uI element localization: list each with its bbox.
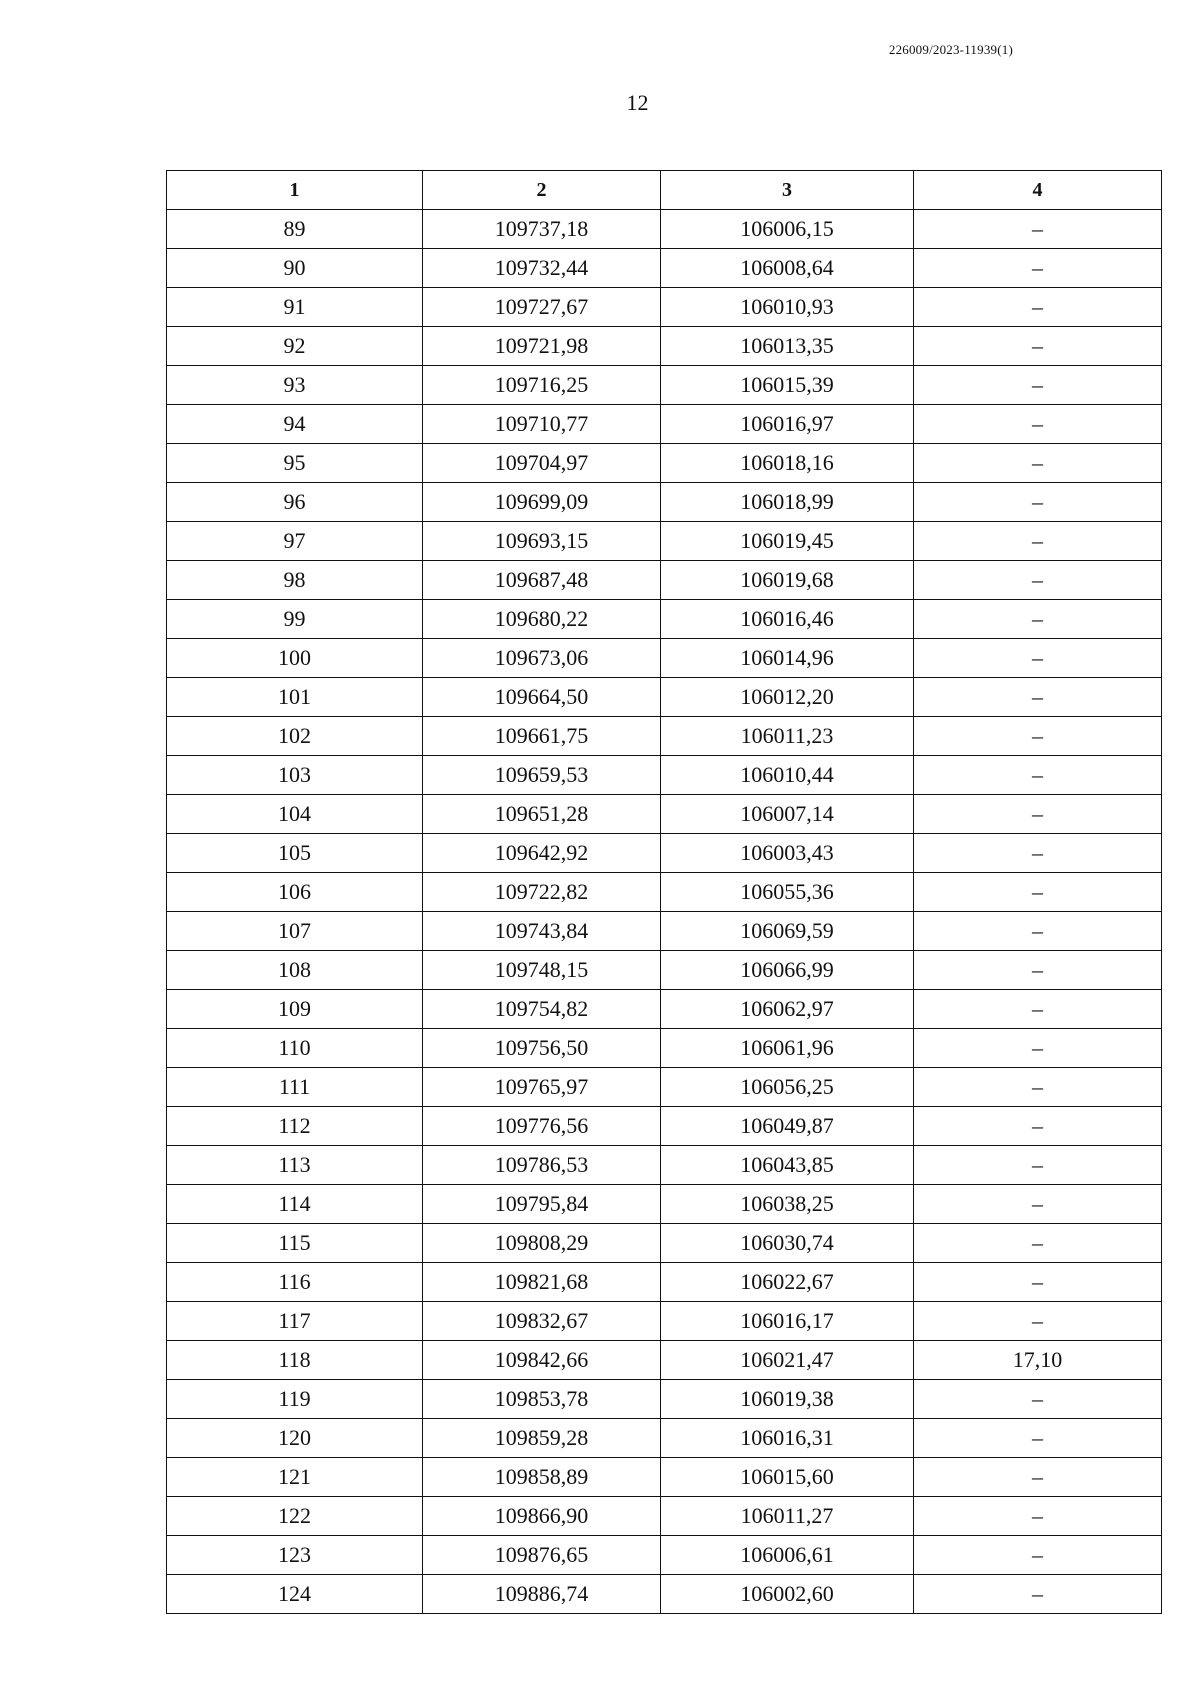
table-cell-col-2: 109716,25 xyxy=(423,366,661,405)
table-cell-col-3: 106055,36 xyxy=(661,873,914,912)
table-row xyxy=(167,795,1162,834)
table-cell-col-1: 95 xyxy=(167,444,423,483)
table-cell-col-4: – xyxy=(914,1575,1162,1614)
table-cell-col-3: 106010,44 xyxy=(661,756,914,795)
table-cell-col-2: 109664,50 xyxy=(423,678,661,717)
table-cell-col-1: 122 xyxy=(167,1497,423,1536)
table-cell-col-4: – xyxy=(914,1107,1162,1146)
table-row xyxy=(167,366,1162,405)
coordinates-table xyxy=(166,170,1162,1614)
table-cell-col-2: 109659,53 xyxy=(423,756,661,795)
table-cell-col-4: – xyxy=(914,639,1162,678)
table-cell-col-4: – xyxy=(914,1497,1162,1536)
table-cell-col-1: 96 xyxy=(167,483,423,522)
table-cell-col-1: 116 xyxy=(167,1263,423,1302)
table-cell-col-3: 106015,39 xyxy=(661,366,914,405)
table-row xyxy=(167,288,1162,327)
table-cell-col-1: 101 xyxy=(167,678,423,717)
table-cell-col-1: 97 xyxy=(167,522,423,561)
column-header-3: 3 xyxy=(661,171,914,210)
table-cell-col-3: 106018,99 xyxy=(661,483,914,522)
table-cell-col-1: 121 xyxy=(167,1458,423,1497)
table-cell-col-2: 109866,90 xyxy=(423,1497,661,1536)
table-row xyxy=(167,912,1162,951)
table-cell-col-1: 109 xyxy=(167,990,423,1029)
table-cell-col-2: 109832,67 xyxy=(423,1302,661,1341)
table-cell-col-2: 109680,22 xyxy=(423,600,661,639)
table-cell-col-2: 109732,44 xyxy=(423,249,661,288)
table-row xyxy=(167,639,1162,678)
table-cell-col-1: 102 xyxy=(167,717,423,756)
table-cell-col-3: 106056,25 xyxy=(661,1068,914,1107)
table-cell-col-2: 109858,89 xyxy=(423,1458,661,1497)
table-cell-col-4: – xyxy=(914,405,1162,444)
table-row xyxy=(167,1458,1162,1497)
table-cell-col-2: 109765,97 xyxy=(423,1068,661,1107)
table-cell-col-4: – xyxy=(914,1068,1162,1107)
table-cell-col-4: – xyxy=(914,561,1162,600)
table-cell-col-3: 106006,61 xyxy=(661,1536,914,1575)
table-cell-col-3: 106011,23 xyxy=(661,717,914,756)
table-cell-col-4: – xyxy=(914,990,1162,1029)
table-cell-col-4: – xyxy=(914,795,1162,834)
table-row xyxy=(167,834,1162,873)
table-cell-col-1: 100 xyxy=(167,639,423,678)
table-row xyxy=(167,483,1162,522)
table-cell-col-1: 105 xyxy=(167,834,423,873)
table-cell-col-2: 109699,09 xyxy=(423,483,661,522)
table-cell-col-3: 106021,47 xyxy=(661,1341,914,1380)
table-row xyxy=(167,1224,1162,1263)
table-cell-col-2: 109853,78 xyxy=(423,1380,661,1419)
table-cell-col-4: 17,10 xyxy=(914,1341,1162,1380)
table-cell-col-1: 93 xyxy=(167,366,423,405)
table-cell-col-2: 109721,98 xyxy=(423,327,661,366)
table-row xyxy=(167,1341,1162,1380)
table-cell-col-3: 106006,15 xyxy=(661,210,914,249)
table-cell-col-3: 106018,16 xyxy=(661,444,914,483)
table-cell-col-2: 109693,15 xyxy=(423,522,661,561)
table-cell-col-1: 115 xyxy=(167,1224,423,1263)
table-cell-col-3: 106012,20 xyxy=(661,678,914,717)
table-cell-col-4: – xyxy=(914,1302,1162,1341)
table-cell-col-1: 112 xyxy=(167,1107,423,1146)
table-cell-col-4: – xyxy=(914,210,1162,249)
table-cell-col-3: 106002,60 xyxy=(661,1575,914,1614)
table-cell-col-2: 109722,82 xyxy=(423,873,661,912)
table-cell-col-2: 109876,65 xyxy=(423,1536,661,1575)
table-cell-col-1: 118 xyxy=(167,1341,423,1380)
table-cell-col-3: 106066,99 xyxy=(661,951,914,990)
table-cell-col-1: 90 xyxy=(167,249,423,288)
table-cell-col-4: – xyxy=(914,600,1162,639)
table-cell-col-2: 109754,82 xyxy=(423,990,661,1029)
table-cell-col-4: – xyxy=(914,1224,1162,1263)
table-cell-col-2: 109743,84 xyxy=(423,912,661,951)
table-cell-col-2: 109704,97 xyxy=(423,444,661,483)
column-header-2: 2 xyxy=(423,171,661,210)
table-row xyxy=(167,561,1162,600)
table-row xyxy=(167,1380,1162,1419)
table-cell-col-4: – xyxy=(914,1380,1162,1419)
table-cell-col-1: 94 xyxy=(167,405,423,444)
table-cell-col-4: – xyxy=(914,873,1162,912)
table-cell-col-2: 109673,06 xyxy=(423,639,661,678)
table-cell-col-4: – xyxy=(914,288,1162,327)
table-cell-col-2: 109808,29 xyxy=(423,1224,661,1263)
table-cell-col-3: 106016,31 xyxy=(661,1419,914,1458)
table-cell-col-4: – xyxy=(914,912,1162,951)
table-cell-col-4: – xyxy=(914,1458,1162,1497)
table-row xyxy=(167,405,1162,444)
table-cell-col-4: – xyxy=(914,522,1162,561)
table-cell-col-4: – xyxy=(914,1146,1162,1185)
table-cell-col-2: 109687,48 xyxy=(423,561,661,600)
table-cell-col-4: – xyxy=(914,717,1162,756)
table-cell-col-3: 106010,93 xyxy=(661,288,914,327)
table-cell-col-2: 109748,15 xyxy=(423,951,661,990)
table-cell-col-1: 120 xyxy=(167,1419,423,1458)
table-cell-col-3: 106015,60 xyxy=(661,1458,914,1497)
table-cell-col-4: – xyxy=(914,327,1162,366)
table-row xyxy=(167,444,1162,483)
table-cell-col-1: 92 xyxy=(167,327,423,366)
table-row xyxy=(167,1536,1162,1575)
table-cell-col-4: – xyxy=(914,756,1162,795)
document-id: 226009/2023-11939(1) xyxy=(888,42,1013,57)
table-cell-col-3: 106043,85 xyxy=(661,1146,914,1185)
table-cell-col-3: 106030,74 xyxy=(661,1224,914,1263)
table-cell-col-2: 109842,66 xyxy=(423,1341,661,1380)
table-cell-col-3: 106003,43 xyxy=(661,834,914,873)
table-header-row xyxy=(167,171,1162,210)
table-cell-col-2: 109651,28 xyxy=(423,795,661,834)
table-cell-col-2: 109756,50 xyxy=(423,1029,661,1068)
table-cell-col-2: 109661,75 xyxy=(423,717,661,756)
table-cell-col-4: – xyxy=(914,834,1162,873)
table-cell-col-2: 109776,56 xyxy=(423,1107,661,1146)
table-cell-col-2: 109642,92 xyxy=(423,834,661,873)
table-row xyxy=(167,873,1162,912)
table-cell-col-1: 103 xyxy=(167,756,423,795)
table-row xyxy=(167,1263,1162,1302)
table-cell-col-2: 109786,53 xyxy=(423,1146,661,1185)
table-cell-col-1: 104 xyxy=(167,795,423,834)
table-row xyxy=(167,1185,1162,1224)
table-cell-col-3: 106016,46 xyxy=(661,600,914,639)
table-cell-col-4: – xyxy=(914,951,1162,990)
table-cell-col-3: 106069,59 xyxy=(661,912,914,951)
table-row xyxy=(167,756,1162,795)
table-cell-col-1: 123 xyxy=(167,1536,423,1575)
table-cell-col-4: – xyxy=(914,1419,1162,1458)
table-row xyxy=(167,1068,1162,1107)
table-cell-col-4: – xyxy=(914,366,1162,405)
column-header-4: 4 xyxy=(914,171,1162,210)
table-row xyxy=(167,249,1162,288)
table-row xyxy=(167,1029,1162,1068)
table-cell-col-1: 108 xyxy=(167,951,423,990)
table-cell-col-3: 106049,87 xyxy=(661,1107,914,1146)
table-cell-col-1: 111 xyxy=(167,1068,423,1107)
table-cell-col-4: – xyxy=(914,1185,1162,1224)
table-cell-col-4: – xyxy=(914,1263,1162,1302)
table-cell-col-3: 106008,64 xyxy=(661,249,914,288)
column-header-1: 1 xyxy=(167,171,423,210)
table-row xyxy=(167,1575,1162,1614)
table-cell-col-3: 106011,27 xyxy=(661,1497,914,1536)
table-row xyxy=(167,1107,1162,1146)
table-cell-col-1: 91 xyxy=(167,288,423,327)
table-cell-col-1: 113 xyxy=(167,1146,423,1185)
table-cell-col-2: 109710,77 xyxy=(423,405,661,444)
table-row xyxy=(167,210,1162,249)
table-cell-col-4: – xyxy=(914,483,1162,522)
table-cell-col-3: 106038,25 xyxy=(661,1185,914,1224)
table-cell-col-1: 114 xyxy=(167,1185,423,1224)
table-cell-col-2: 109737,18 xyxy=(423,210,661,249)
table-cell-col-4: – xyxy=(914,678,1162,717)
table-row xyxy=(167,1419,1162,1458)
table-cell-col-3: 106019,38 xyxy=(661,1380,914,1419)
table-cell-col-1: 124 xyxy=(167,1575,423,1614)
table-cell-col-3: 106062,97 xyxy=(661,990,914,1029)
page-number: 12 xyxy=(626,90,649,115)
table-row xyxy=(167,600,1162,639)
table-cell-col-3: 106007,14 xyxy=(661,795,914,834)
table-cell-col-4: – xyxy=(914,249,1162,288)
table-cell-col-1: 98 xyxy=(167,561,423,600)
table-row xyxy=(167,522,1162,561)
table-row xyxy=(167,951,1162,990)
table-cell-col-2: 109795,84 xyxy=(423,1185,661,1224)
table-cell-col-1: 89 xyxy=(167,210,423,249)
table-cell-col-2: 109886,74 xyxy=(423,1575,661,1614)
table-cell-col-4: – xyxy=(914,444,1162,483)
table-cell-col-3: 106019,68 xyxy=(661,561,914,600)
table-cell-col-2: 109859,28 xyxy=(423,1419,661,1458)
table-cell-col-3: 106014,96 xyxy=(661,639,914,678)
table-cell-col-1: 107 xyxy=(167,912,423,951)
table-cell-col-4: – xyxy=(914,1029,1162,1068)
table-row xyxy=(167,990,1162,1029)
table-cell-col-3: 106016,17 xyxy=(661,1302,914,1341)
table-cell-col-3: 106022,67 xyxy=(661,1263,914,1302)
table-cell-col-4: – xyxy=(914,1536,1162,1575)
table-cell-col-1: 110 xyxy=(167,1029,423,1068)
table-row xyxy=(167,1146,1162,1185)
table-cell-col-1: 106 xyxy=(167,873,423,912)
table-cell-col-1: 119 xyxy=(167,1380,423,1419)
table-row xyxy=(167,1497,1162,1536)
table-cell-col-3: 106061,96 xyxy=(661,1029,914,1068)
table-cell-col-1: 117 xyxy=(167,1302,423,1341)
table-cell-col-3: 106013,35 xyxy=(661,327,914,366)
table-cell-col-3: 106016,97 xyxy=(661,405,914,444)
table-body xyxy=(167,210,1162,1614)
table-row xyxy=(167,678,1162,717)
table-cell-col-2: 109727,67 xyxy=(423,288,661,327)
table-cell-col-1: 99 xyxy=(167,600,423,639)
table-cell-col-3: 106019,45 xyxy=(661,522,914,561)
table-row xyxy=(167,1302,1162,1341)
table-row xyxy=(167,717,1162,756)
table-cell-col-2: 109821,68 xyxy=(423,1263,661,1302)
table-row xyxy=(167,327,1162,366)
